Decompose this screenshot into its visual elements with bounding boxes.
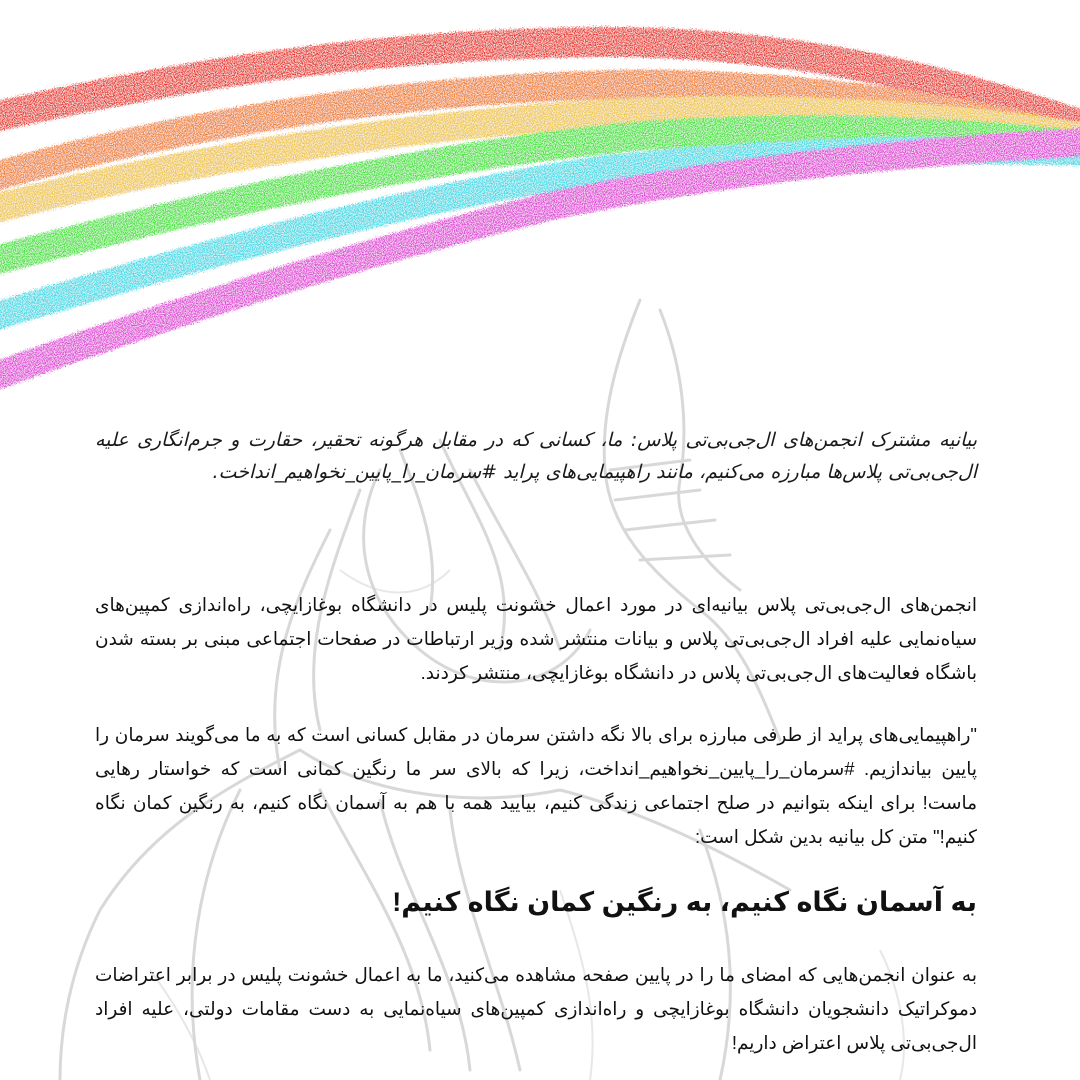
section-heading: به آسمان نگاه کنیم، به رنگین کمان نگاه کنیم! — [392, 887, 977, 917]
body-paragraph-3: به عنوان انجمن‌هایی که امضای ما را در پایین صفحه مشاهده می‌کنید، ما به اعمال خشونت پلیس در برابر اعتراضات دموکراتیک دانشجویان دانشگاه بوغازایچی و راه‌اندازی کمپین‌های سیاه‌نمایی به دست مقامات دولتی، علیه افراد ال‌جی‌بی‌تی پلاس اعتراض داریم! — [95, 964, 977, 1053]
intro-summary: بیانیه مشترک انجمن‌های ال‌جی‌بی‌تی پلاس: ما، کسانی که در مقابل هرگونه تحقیر، حقارت و جرم‌انگاری علیه ال‌جی‌بی‌تی پلاس‌ها مبارزه می‌کنیم، مانند راهپیمایی‌های پراید #سرمان_را_پایین_نخواهیم_انداخت. — [95, 429, 977, 483]
body-paragraph-1: انجمن‌های ال‌جی‌بی‌تی پلاس بیانیه‌ای در مورد اعمال خشونت پلیس در دانشگاه بوغازایچی، راه‌اندازی کمپین‌های سیاه‌نمایی علیه افراد ال‌جی‌بی‌تی پلاس و بیانات منتشر شده وزیر ارتباطات در صفحات اجتماعی مبنی بر بسته شدن باشگاه فعالیت‌های ال‌جی‌بی‌تی پلاس در دانشگاه بوغازایچی، منتشر کردند. — [95, 594, 977, 683]
body-paragraph-2: "راهپیمایی‌های پراید از طرفی مبارزه برای بالا نگه داشتن سرمان در مقابل کسانی است که به ما می‌گویند سرمان را پایین بیاندازیم. #سرمان_را_پایین_نخواهیم_انداخت، زیرا که بالای سر ما رنگین کمانی است که خواستار رهایی ماست! برای اینکه بتوانیم در صلح اجتماعی زندگی کنیم، بیایید همه با هم به آسمان نگاه کنیم، به رنگین کمان نگاه کنیم!" متن کل بیانیه بدین شکل است: — [95, 724, 977, 847]
rainbow-illustration — [0, 0, 1080, 420]
